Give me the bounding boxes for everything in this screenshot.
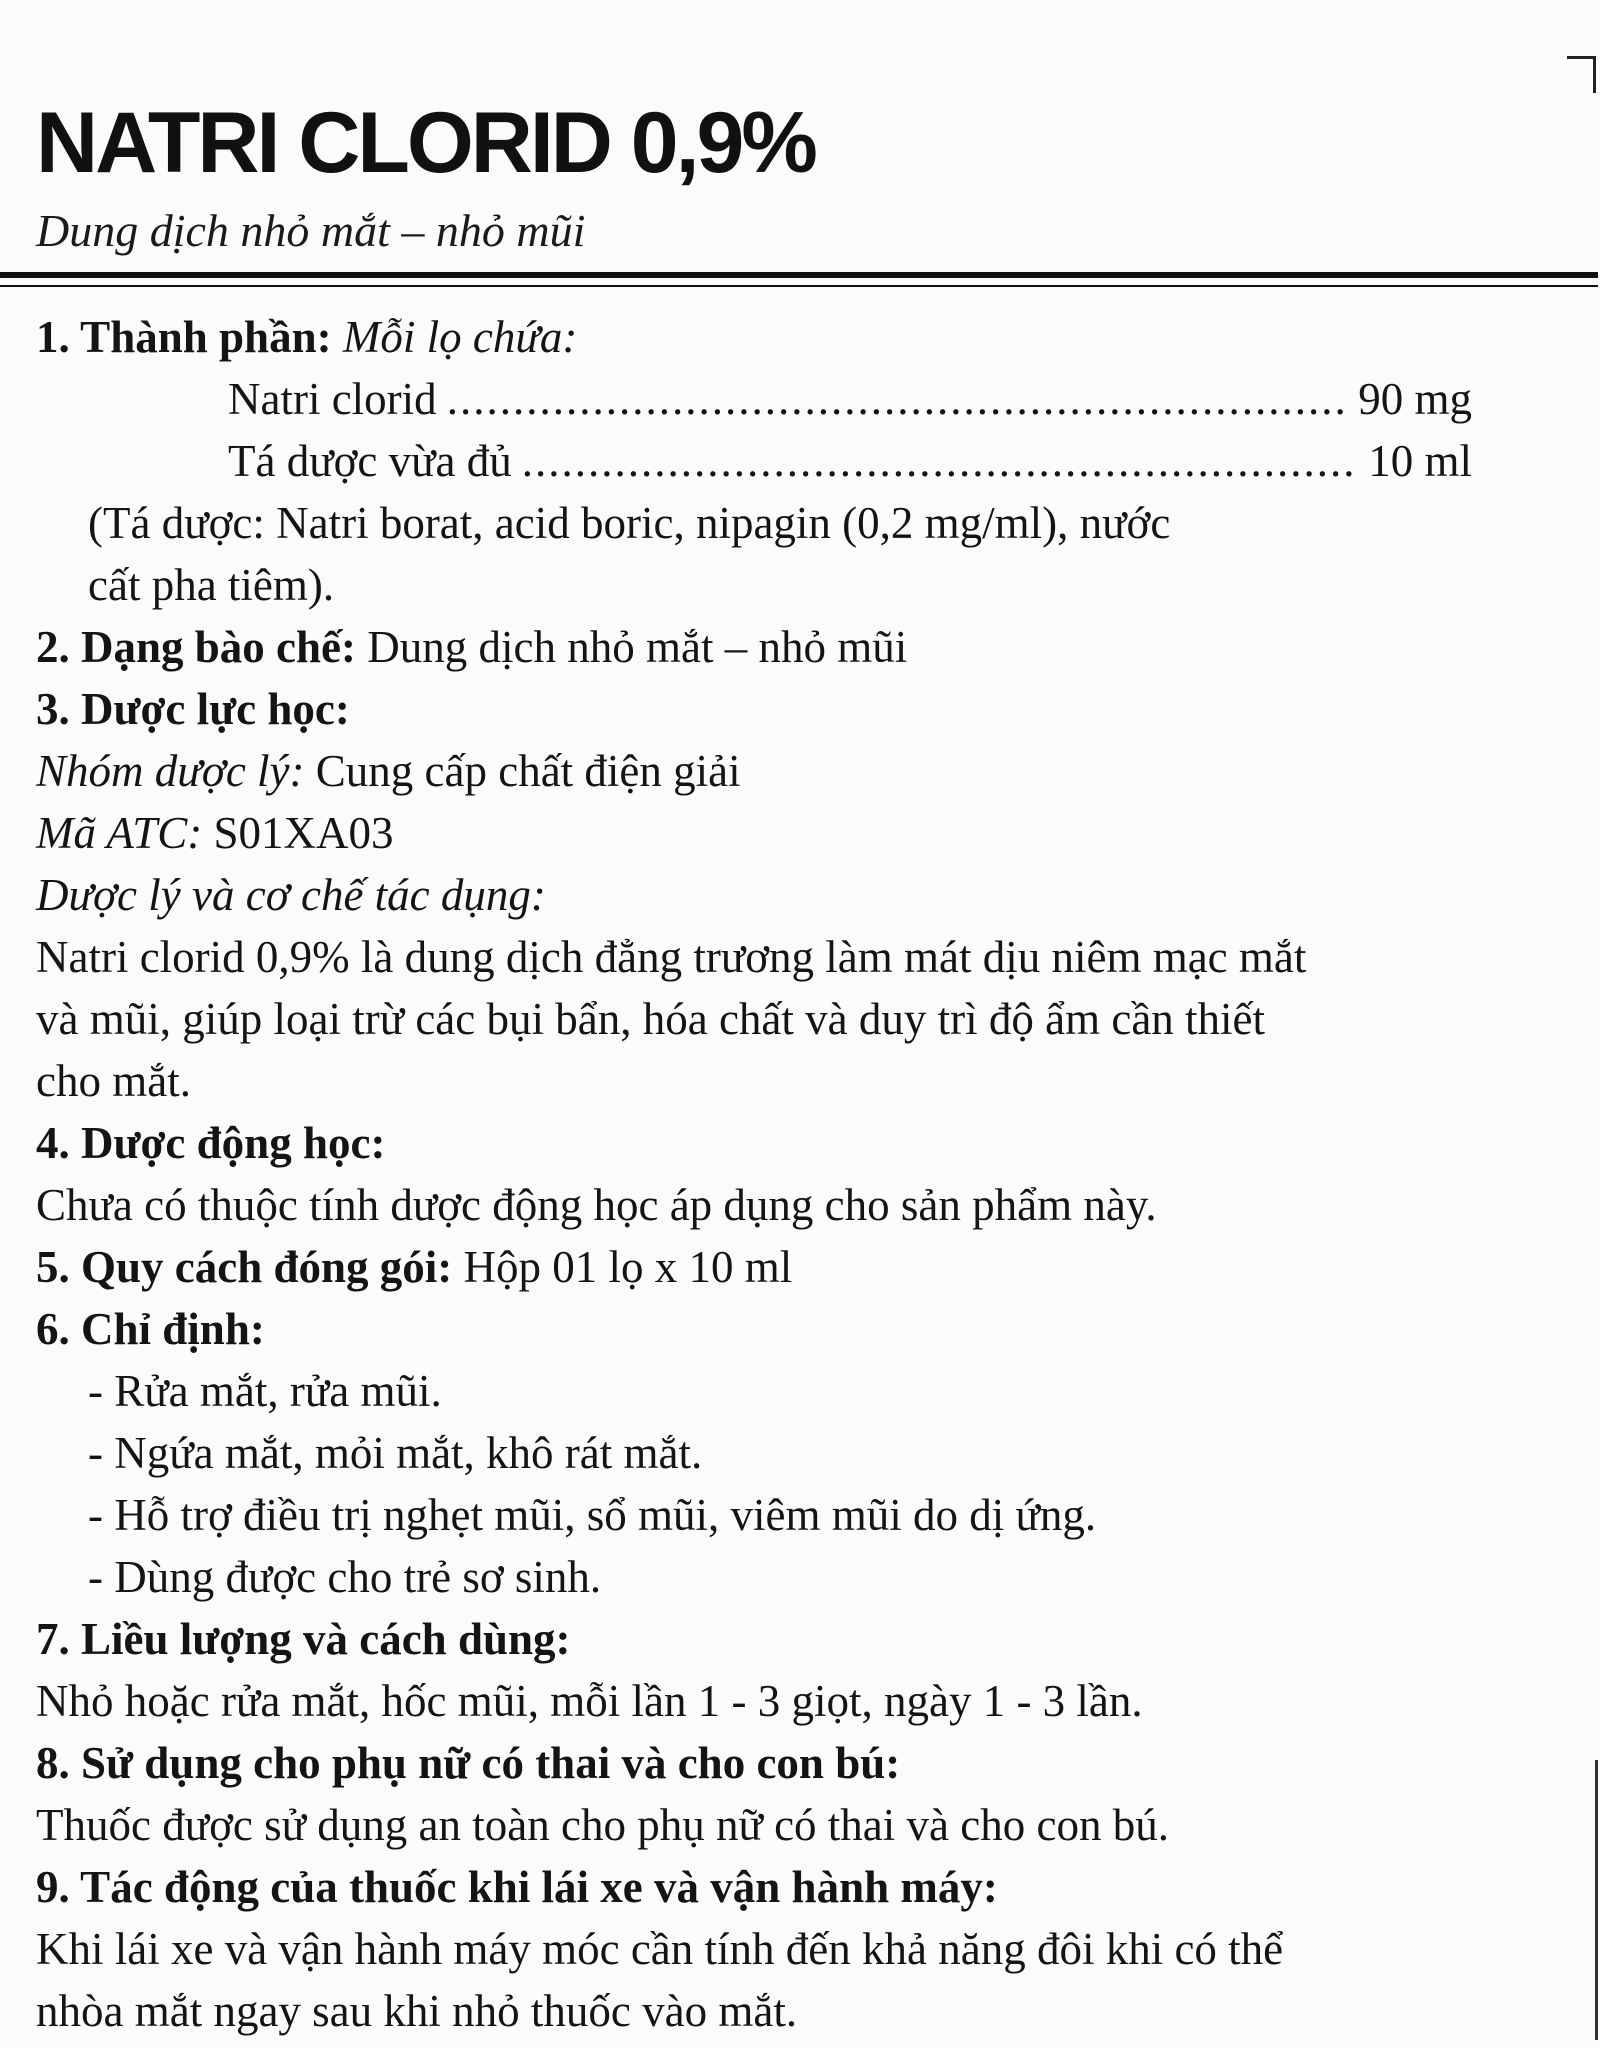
mechanism-text: và mũi, giúp loại trừ các bụi bẩn, hóa chất và duy trì độ ẩm cần thiết <box>36 994 1266 1044</box>
page-edge-line <box>1595 1760 1598 2040</box>
section-text: nhòa mắt ngay sau khi nhỏ thuốc vào mắt. <box>36 1986 798 2036</box>
document-title: NATRI CLORID 0,9% <box>36 95 815 191</box>
excipient-note: (Tá dược: Natri borat, acid boric, nipagin (0,2 mg/ml), nước <box>88 498 1171 548</box>
section-heading: 1. Thành phần: <box>36 312 332 362</box>
section-text: Dung dịch nhỏ mắt – nhỏ mũi <box>367 622 908 672</box>
excipient-note-cont: cất pha tiêm). <box>88 560 335 610</box>
ingredient-amount: 10 ml <box>1368 436 1472 486</box>
indication-item: - Rửa mắt, rửa mũi. <box>88 1366 442 1416</box>
mechanism-label: Dược lý và cơ chế tác dụng: <box>36 870 546 920</box>
field-value: Cung cấp chất điện giải <box>315 746 741 796</box>
pharmacologic-group <box>36 740 1576 802</box>
section-heading: 9. Tác động của thuốc khi lái xe và vận hành máy: <box>36 1862 998 1912</box>
section-1-heading-line <box>36 306 1576 368</box>
section-heading: 4. Dược động học: <box>36 1118 386 1168</box>
atc-code <box>36 802 1576 864</box>
mechanism-text: cho mắt. <box>36 1056 191 1106</box>
field-value: S01XA03 <box>213 808 394 858</box>
indication-item: - Ngứa mắt, mỏi mắt, khô rát mắt. <box>88 1428 703 1478</box>
section-heading: 8. Sử dụng cho phụ nữ có thai và cho con bú: <box>36 1738 901 1788</box>
section-text: Chưa có thuộc tính dược động học áp dụng cho sản phẩm này. <box>36 1180 1157 1230</box>
composition-row <box>228 368 1472 430</box>
field-label: Mã ATC: <box>36 808 203 858</box>
ingredient-amount: 90 mg <box>1358 374 1472 424</box>
ingredient-name: Tá dược vừa đủ <box>228 436 512 486</box>
document-subtitle: Dung dịch nhỏ mắt – nhỏ mũi <box>36 205 586 256</box>
composition-row <box>228 430 1472 492</box>
ingredient-name: Natri clorid <box>228 374 437 424</box>
indication-item: - Dùng được cho trẻ sơ sinh. <box>88 1552 602 1602</box>
header-rule-thick <box>0 272 1598 278</box>
section-heading: 7. Liều lượng và cách dùng: <box>36 1614 571 1664</box>
section-heading: 5. Quy cách đóng gói: <box>36 1242 453 1292</box>
section-heading: 3. Dược lực học: <box>36 684 350 734</box>
leaflet-body <box>36 306 1576 2042</box>
section-heading: 2. Dạng bào chế: <box>36 622 357 672</box>
crop-corner-mark <box>1567 56 1596 93</box>
composition-intro: Mỗi lọ chứa: <box>342 312 578 362</box>
dot-leader <box>447 368 1349 430</box>
section-heading: 6. Chỉ định: <box>36 1304 265 1354</box>
dot-leader <box>522 430 1359 492</box>
indication-item: - Hỗ trợ điều trị nghẹt mũi, sổ mũi, viêm mũi do dị ứng. <box>88 1490 1097 1540</box>
section-text: Khi lái xe và vận hành máy móc cần tính đến khả năng đôi khi có thể <box>36 1924 1284 1974</box>
header-rule-thin <box>0 285 1598 287</box>
section-text: Nhỏ hoặc rửa mắt, hốc mũi, mỗi lần 1 - 3 giọt, ngày 1 - 3 lần. <box>36 1676 1143 1726</box>
section-text: Hộp 01 lọ x 10 ml <box>463 1242 793 1292</box>
mechanism-text: Natri clorid 0,9% là dung dịch đẳng trương làm mát dịu niêm mạc mắt <box>36 932 1307 982</box>
section-5 <box>36 1236 1576 1298</box>
section-2 <box>36 616 1576 678</box>
section-text: Thuốc được sử dụng an toàn cho phụ nữ có thai và cho con bú. <box>36 1800 1169 1850</box>
field-label: Nhóm dược lý: <box>36 746 305 796</box>
